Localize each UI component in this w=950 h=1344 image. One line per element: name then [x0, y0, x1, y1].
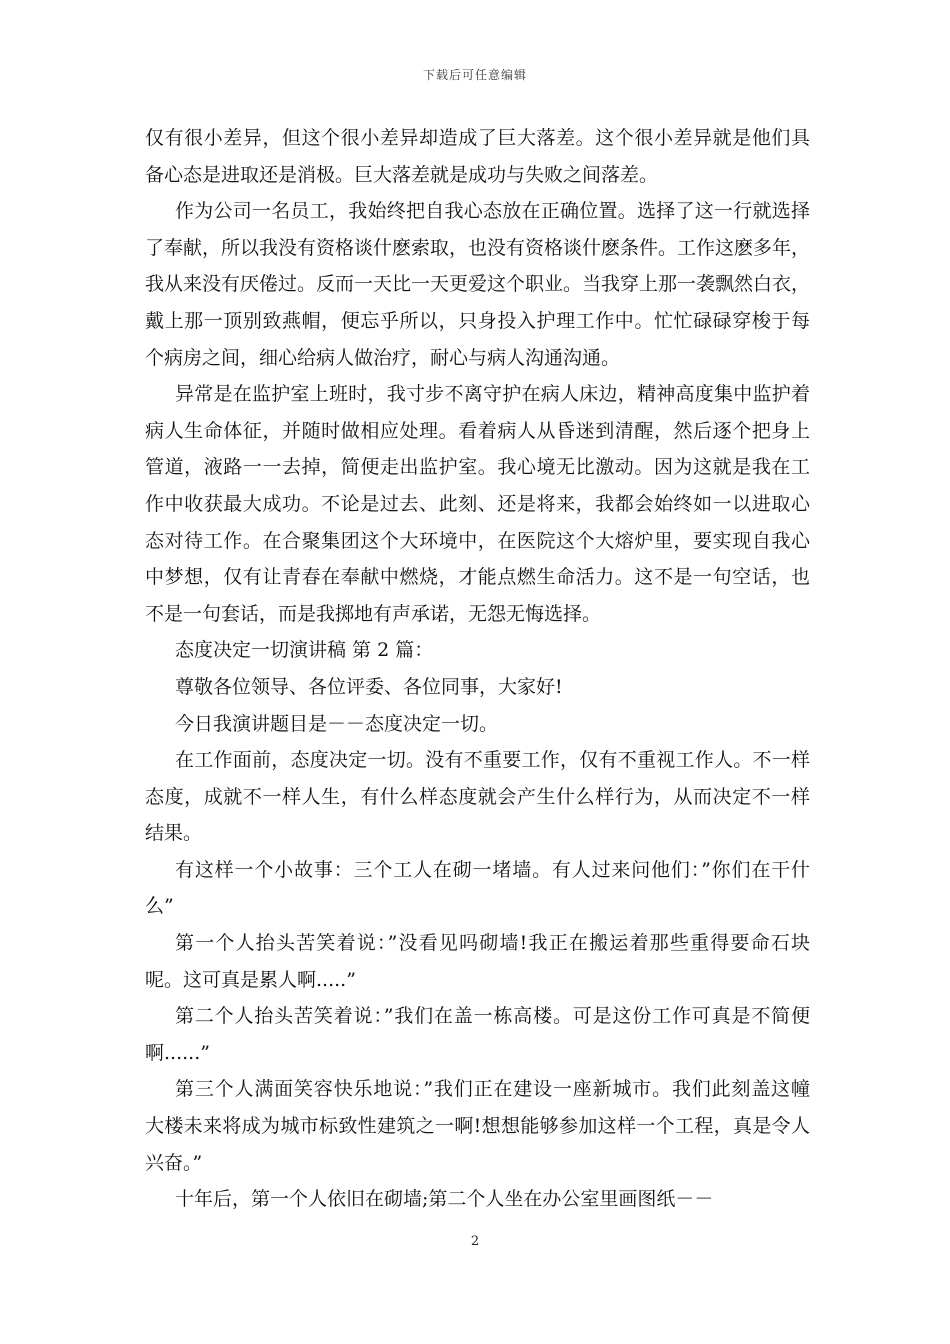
- text-line: 呢。这可真是累人啊.....”: [145, 968, 356, 991]
- text-line: 第二个人抬头苦笑着说：”我们在盖一栋高楼。可是这份工作可真是不简便: [175, 1005, 810, 1028]
- text-line: 今日我演讲题目是－－态度决定一切。: [175, 712, 499, 735]
- page-number: 2: [470, 1234, 480, 1249]
- document-body: [145, 120, 810, 1218]
- text-line: 中梦想，仅有让青春在奉献中燃烧，才能点燃生命活力。这不是一句空话，也: [145, 566, 810, 589]
- text-line: 尊敬各位领导、各位评委、各位同事，大家好!: [175, 675, 563, 698]
- text-line: 备心态是进取还是消极。巨大落差就是成功与失败之间落差。: [145, 163, 659, 186]
- text-line: 病人生命体征，并随时做相应处理。看着病人从昏迷到清醒，然后逐个把身上: [145, 419, 810, 442]
- text-line: 我从来没有厌倦过。反而一天比一天更爱这个职业。当我穿上那一袭飘然白衣，: [145, 273, 811, 296]
- text-line: 态对待工作。在合聚集团这个大环境中，在医院这个大熔炉里，要实现自我心: [145, 529, 810, 552]
- text-line: 有这样一个小故事：三个工人在砌一堵墙。有人过来问他们：”你们在干什: [175, 858, 810, 881]
- text-line: 作中收获最大成功。不论是过去、此刻、还是将来，我都会始终如一以进取心: [145, 492, 810, 515]
- text-line: 态度，成就不一样人生，有什么样态度就会产生什么样行为，从而决定不一样: [145, 785, 810, 808]
- text-line: 管道，液路一一去掉，简便走出监护室。我心境无比激动。因为这就是我在工: [145, 456, 810, 479]
- text-line: 第三个人满面笑容快乐地说：”我们正在建设一座新城市。我们此刻盖这幢: [175, 1078, 810, 1101]
- text-line: 态度决定一切演讲稿 第 2 篇：: [175, 639, 434, 662]
- text-line: 个病房之间，细心给病人做治疗，耐心与病人沟通沟通。: [145, 346, 621, 369]
- text-line: 仅有很小差异，但这个很小差异却造成了巨大落差。这个很小差异就是他们具: [145, 127, 810, 149]
- page-header: 下载后可任意编辑: [422, 68, 527, 82]
- text-line: 兴奋。”: [145, 1151, 203, 1174]
- text-line: 大楼未来将成为城市标致性建筑之一啊!想想能够参加这样一个工程，真是令人: [145, 1115, 810, 1138]
- text-line: 异常是在监护室上班时，我寸步不离守护在病人床边，精神高度集中监护着: [175, 383, 810, 406]
- text-line: 戴上那一顶别致燕帽，便忘乎所以，只身投入护理工作中。忙忙碌碌穿梭于每: [145, 309, 810, 332]
- text-line: 第一个人抬头苦笑着说：”没看见吗砌墙!我正在搬运着那些重得要命石块: [175, 932, 810, 955]
- text-line: 结果。: [145, 822, 203, 845]
- text-line: 了奉献，所以我没有资格谈什麽索取，也没有资格谈什麽条件。工作这麽多年，: [145, 236, 811, 259]
- text-line: 在工作面前，态度决定一切。没有不重要工作，仅有不重视工作人。不一样: [175, 749, 810, 772]
- text-line: 作为公司一名员工，我始终把自我心态放在正确位置。选择了这一行就选择: [175, 200, 810, 223]
- text-line: 啊......”: [145, 1041, 210, 1064]
- text-line: 十年后，第一个人依旧在砌墙;第二个人坐在办公室里画图纸－－: [175, 1188, 714, 1211]
- text-line: 不是一句套话，而是我掷地有声承诺，无怨无悔选择。: [145, 602, 602, 625]
- text-line: 么”: [145, 895, 174, 918]
